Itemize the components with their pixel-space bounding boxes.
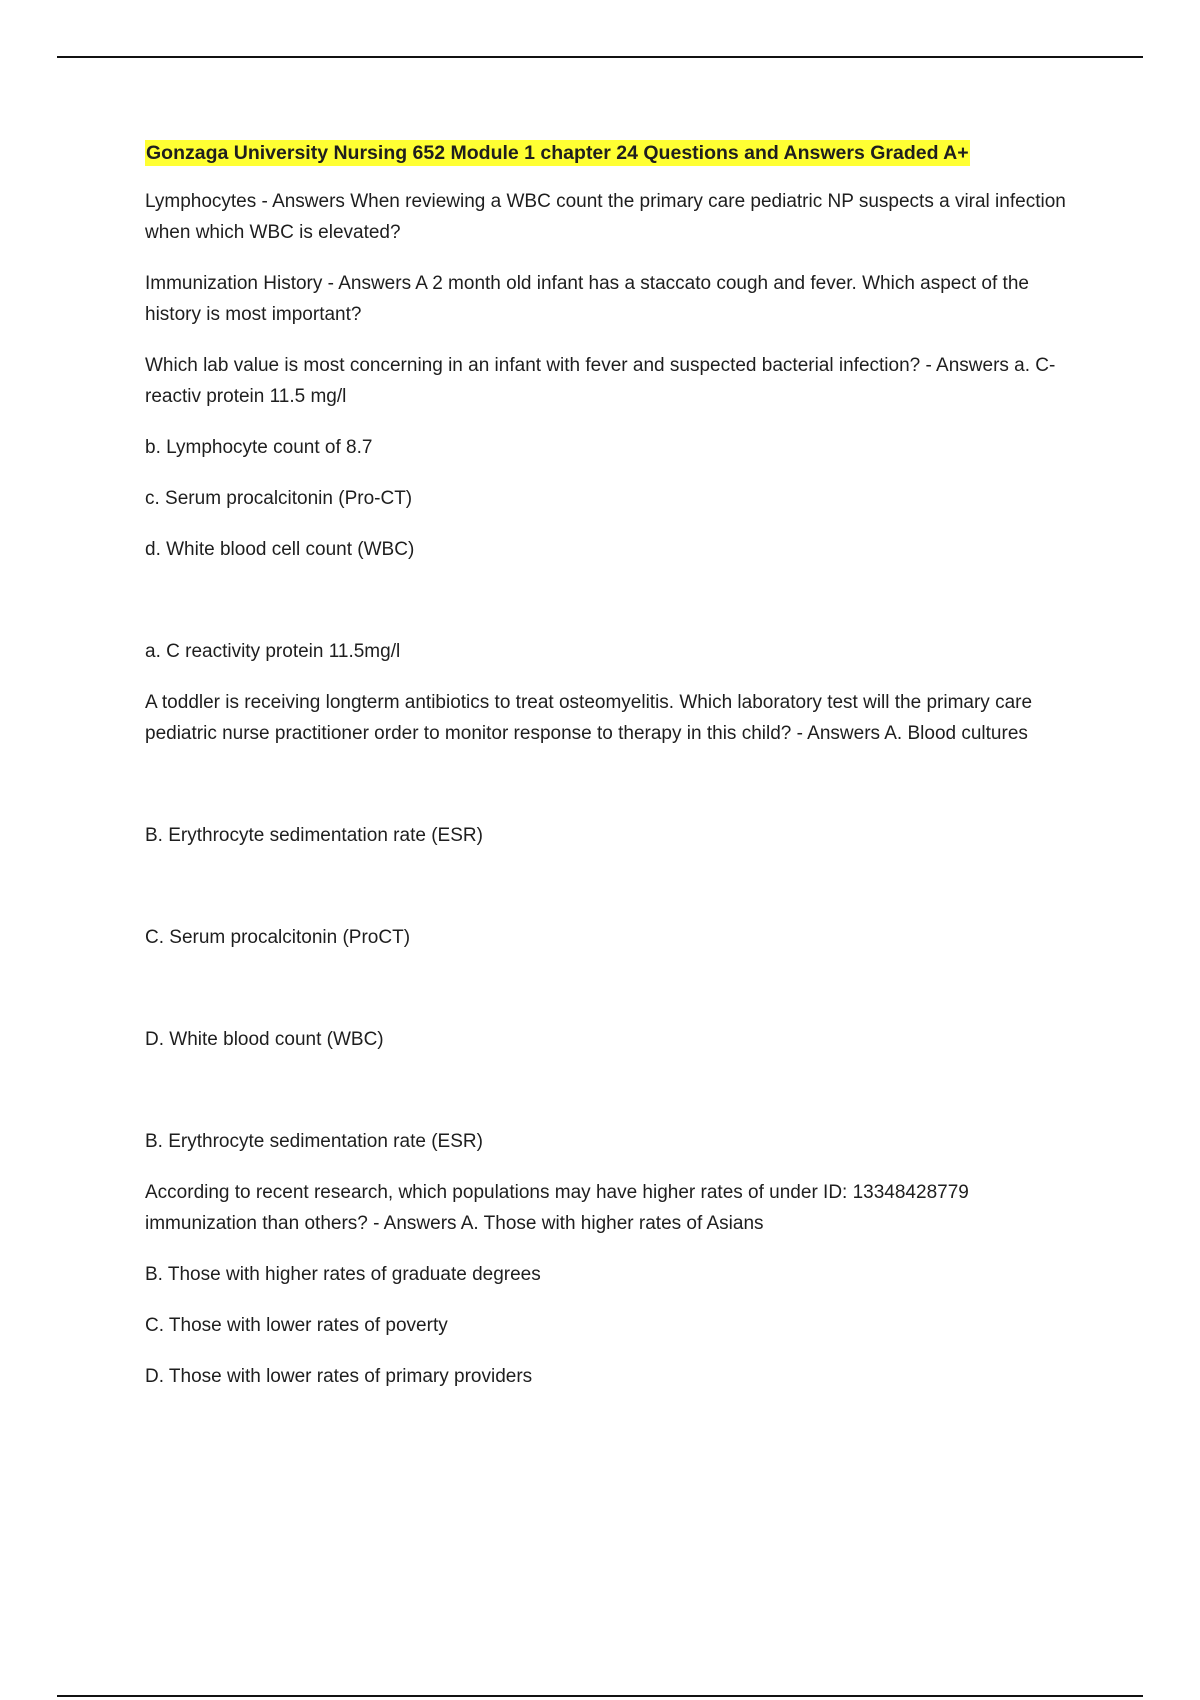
question-lab-value: Which lab value is most concerning in an infant with fever and suspected bacterial infection? - Answers a. C-reactiv protein 11.5 mg/l [145,355,1056,407]
option-b-esr: B. Erythrocyte sedimentation rate (ESR) [145,825,483,846]
qa-immunization-history: Immunization History - Answers A 2 month old infant has a staccato cough and fever. Which aspect of the history is most important? [145,273,1029,325]
option-b-lymphocyte: b. Lymphocyte count of 8.7 [145,437,373,458]
document-body [145,140,1085,1392]
footer-rule [57,1695,1143,1697]
question-immunization-research: According to recent research, which populations may have higher rates of under ID: 13348428779 immunization than others? - Answers A. Those with higher rates of Asians [145,1182,969,1234]
answer-esr: B. Erythrocyte sedimentation rate (ESR) [145,1131,483,1152]
document-title: Gonzaga University Nursing 652 Module 1 chapter 24 Questions and Answers Graded A+ [146,142,969,164]
question-osteomyelitis: A toddler is receiving longterm antibiotics to treat osteomyelitis. Which laboratory test will the primary care pediatric nurse practitioner order to monitor response to therapy in this child? - Answers A. Blood cultures [145,692,1033,744]
title-block [145,140,1085,178]
option-c-procalcitonin: c. Serum procalcitonin (Pro-CT) [145,488,413,509]
qa-lymphocytes: Lymphocytes - Answers When reviewing a WBC count the primary care pediatric NP suspects a viral infection when which WBC is elevated? [145,191,1066,243]
header-rule [57,56,1143,58]
option-d-primary-providers: D. Those with lower rates of primary providers [145,1366,533,1387]
option-d-wbc-2: D. White blood count (WBC) [145,1029,384,1050]
option-b-graduate-degrees: B. Those with higher rates of graduate degrees [145,1264,541,1285]
option-d-wbc: d. White blood cell count (WBC) [145,539,415,560]
option-c-procalcitonin-2: C. Serum procalcitonin (ProCT) [145,927,411,948]
option-c-poverty: C. Those with lower rates of poverty [145,1315,448,1336]
answer-c-reactive-protein: a. C reactivity protein 11.5mg/l [145,641,401,662]
